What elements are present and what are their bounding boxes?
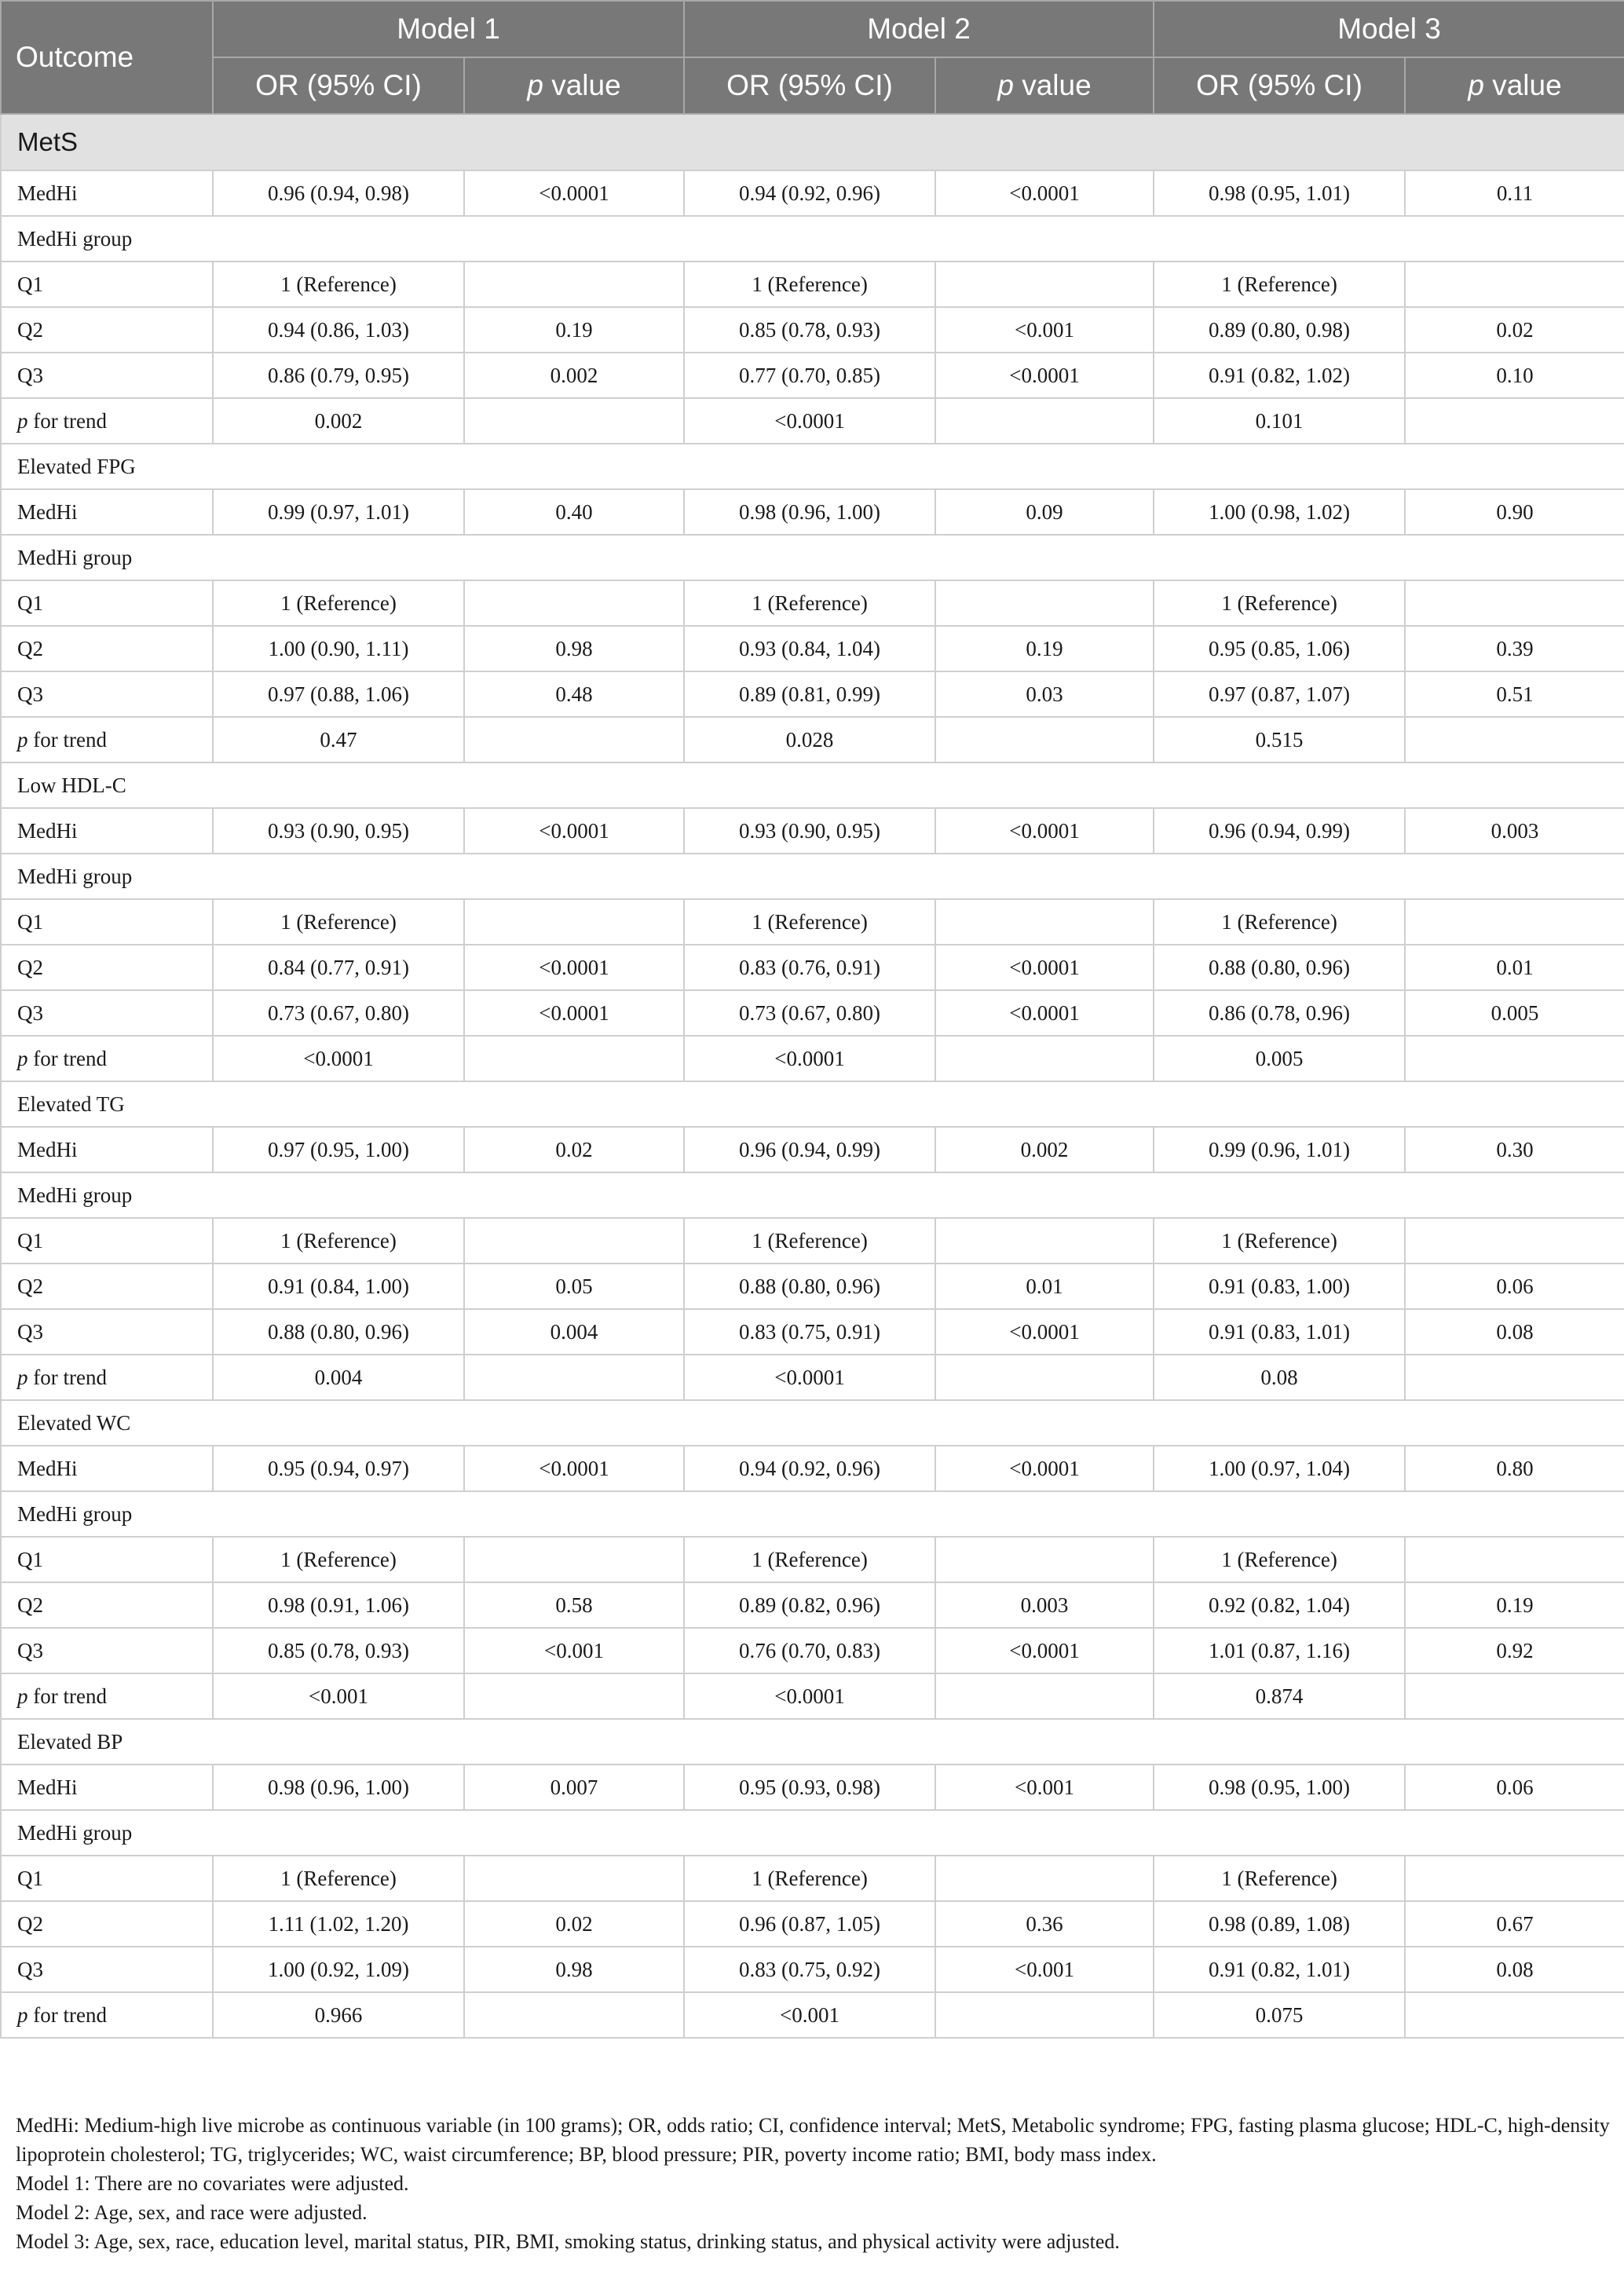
table-row [1,1537,1624,1582]
model-2-p-cell [935,1537,1154,1582]
model-3-p-cell: 0.51 [1405,671,1624,717]
model-2-p-cell [935,717,1154,762]
table-row [1,990,1624,1036]
or-ci-header: OR (95% CI) [684,57,935,114]
model-3-p-cell [1405,717,1624,762]
model-1-p-cell [464,1355,684,1400]
model-1-p-cell [464,1673,684,1719]
table-row [1,1582,1624,1628]
model-1-p-cell [464,1537,684,1582]
row-label: p for trend [1,1036,213,1081]
model-2-or-cell: 0.83 (0.76, 0.91) [684,945,935,990]
model-3-p-cell: 0.80 [1405,1446,1624,1491]
model-2-or-cell: <0.0001 [684,1673,935,1719]
row-label: MedHi [1,489,213,535]
model-3-or-cell: 0.86 (0.78, 0.96) [1154,990,1405,1036]
model-1-p-cell: 0.19 [464,307,684,353]
model-2-p-cell: <0.0001 [935,170,1154,216]
model-3-or-cell: 0.92 (0.82, 1.04) [1154,1582,1405,1628]
p-value-header: p value [1405,57,1624,114]
model-3-or-cell: 0.515 [1154,717,1405,762]
model-3-or-cell: 0.874 [1154,1673,1405,1719]
model-2-or-cell: 0.83 (0.75, 0.92) [684,1947,935,1992]
model-3-or-cell: 0.99 (0.96, 1.01) [1154,1127,1405,1172]
table-row [1,353,1624,398]
model-1-or-cell: 0.85 (0.78, 0.93) [213,1628,464,1673]
trend-row [1,1036,1624,1081]
model-3-or-cell: 0.97 (0.87, 1.07) [1154,671,1405,717]
model-1-p-cell: 0.58 [464,1582,684,1628]
model-1-p-cell [464,1992,684,2038]
model-3-or-cell: 1 (Reference) [1154,1856,1405,1901]
row-label: p for trend [1,1355,213,1400]
model-1-or-cell: 0.93 (0.90, 0.95) [213,808,464,854]
model-3-or-cell: 0.89 (0.80, 0.98) [1154,307,1405,353]
row-label: Q3 [1,1309,213,1355]
table-row [1,261,1624,307]
model-3-p-cell [1405,1036,1624,1081]
group-row [1,444,1624,489]
model-2-p-cell: <0.0001 [935,808,1154,854]
model-1-or-cell: 0.99 (0.97, 1.01) [213,489,464,535]
model-1-or-cell: 1.00 (0.92, 1.09) [213,1947,464,1992]
group-label: MedHi group [1,1172,1624,1218]
model-1-p-cell: 0.02 [464,1127,684,1172]
model-3-or-cell: 1 (Reference) [1154,261,1405,307]
table-header [1,1,1624,114]
model-1-or-cell: <0.0001 [213,1036,464,1081]
row-label: Q2 [1,1582,213,1628]
table-row [1,580,1624,626]
model-1-or-cell: 0.84 (0.77, 0.91) [213,945,464,990]
model-2-p-cell [935,1673,1154,1719]
model-2-p-cell: <0.001 [935,1765,1154,1810]
model-3-p-cell [1405,580,1624,626]
model-2-or-cell: 0.83 (0.75, 0.91) [684,1309,935,1355]
model-1-or-cell: 0.966 [213,1992,464,2038]
model-1-p-cell [464,717,684,762]
model-1-or-cell: 1 (Reference) [213,261,464,307]
trend-row [1,1355,1624,1400]
model-1-p-cell: 0.05 [464,1263,684,1309]
row-label: Q3 [1,1947,213,1992]
p-value-header: p value [935,57,1154,114]
group-label: MedHi group [1,216,1624,261]
model-3-p-cell: 0.11 [1405,170,1624,216]
trend-row [1,1673,1624,1719]
table-row [1,1856,1624,1901]
row-label: Q3 [1,1628,213,1673]
model-2-p-cell [935,1036,1154,1081]
model-1-p-cell: <0.0001 [464,808,684,854]
model-1-p-cell: <0.0001 [464,170,684,216]
model-2-or-cell: 0.89 (0.82, 0.96) [684,1582,935,1628]
model-2-or-cell: 1 (Reference) [684,1218,935,1263]
row-label: MedHi [1,808,213,854]
table-row [1,671,1624,717]
model-3-or-cell: 0.96 (0.94, 0.99) [1154,808,1405,854]
footnote-abbreviations: MedHi: Medium-high live microbe as continuous variable (in 100 grams); OR, odds ratio; CI, confidence interval; MetS, Metabolic syndrome; FPG, fasting plasma glucose; HDL-C, high-density lipoprotein cholesterol; TG, triglycerides; WC, waist circumference; BP, blood pressure; PIR, poverty income ratio; BMI, body mass index. [16,2114,1610,2166]
model-3-or-cell: 1.00 (0.97, 1.04) [1154,1446,1405,1491]
row-label: MedHi [1,1127,213,1172]
model-3-p-cell: 0.06 [1405,1765,1624,1810]
model-3-or-cell: 1 (Reference) [1154,1218,1405,1263]
model-2-p-cell: 0.03 [935,671,1154,717]
model-3-p-cell: 0.01 [1405,945,1624,990]
table-row [1,489,1624,535]
model-2-p-cell: <0.0001 [935,945,1154,990]
model-2-p-cell: <0.0001 [935,990,1154,1036]
model-3-p-cell [1405,1673,1624,1719]
model-3-p-cell: 0.08 [1405,1309,1624,1355]
model-2-or-cell: 1 (Reference) [684,1856,935,1901]
table-row [1,626,1624,671]
model-1-or-cell: 0.97 (0.88, 1.06) [213,671,464,717]
group-row [1,1719,1624,1765]
model-3-or-cell: 0.95 (0.85, 1.06) [1154,626,1405,671]
model-1-or-cell: 0.94 (0.86, 1.03) [213,307,464,353]
table-row [1,808,1624,854]
row-label: Q3 [1,990,213,1036]
row-label: Q2 [1,1901,213,1947]
model-2-or-cell: 0.85 (0.78, 0.93) [684,307,935,353]
table-row [1,1628,1624,1673]
model-1-or-cell: 1 (Reference) [213,1218,464,1263]
p-value-header: p value [464,57,684,114]
row-label: Q1 [1,1537,213,1582]
model-3-or-cell: 1 (Reference) [1154,1537,1405,1582]
model-3-p-cell [1405,1992,1624,2038]
group-row [1,1081,1624,1127]
model-1-p-cell: 0.002 [464,353,684,398]
model-2-or-cell: <0.0001 [684,1036,935,1081]
model-3-or-cell: 0.98 (0.89, 1.08) [1154,1901,1405,1947]
table-footnotes [16,2111,1610,2256]
row-label: Q1 [1,261,213,307]
footnote-model-2: Model 2: Age, sex, and race were adjusted. [16,2201,368,2224]
model-3-or-cell: 1 (Reference) [1154,580,1405,626]
model-3-header: Model 3 [1154,1,1624,57]
table-row [1,945,1624,990]
model-2-or-cell: 0.76 (0.70, 0.83) [684,1628,935,1673]
or-ci-header: OR (95% CI) [213,57,464,114]
group-label: MedHi group [1,535,1624,580]
model-2-or-cell: 0.88 (0.80, 0.96) [684,1263,935,1309]
table-row [1,1901,1624,1947]
model-1-p-cell: <0.0001 [464,990,684,1036]
model-3-p-cell [1405,899,1624,945]
model-3-or-cell: 1 (Reference) [1154,899,1405,945]
table-row [1,1218,1624,1263]
group-row [1,216,1624,261]
model-3-or-cell: 0.005 [1154,1036,1405,1081]
model-1-or-cell: 0.98 (0.96, 1.00) [213,1765,464,1810]
model-3-p-cell: 0.67 [1405,1901,1624,1947]
model-3-or-cell: 0.08 [1154,1355,1405,1400]
table-row [1,1309,1624,1355]
model-3-p-cell [1405,398,1624,444]
model-1-p-cell [464,580,684,626]
model-2-or-cell: 0.96 (0.87, 1.05) [684,1901,935,1947]
model-1-or-cell: 1.00 (0.90, 1.11) [213,626,464,671]
model-3-p-cell: 0.10 [1405,353,1624,398]
model-1-or-cell: 0.97 (0.95, 1.00) [213,1127,464,1172]
model-1-p-cell: 0.98 [464,626,684,671]
model-1-p-cell: <0.001 [464,1628,684,1673]
footnote-model-1: Model 1: There are no covariates were adjusted. [16,2172,409,2195]
model-2-p-cell [935,1856,1154,1901]
row-label: Q1 [1,1856,213,1901]
model-2-p-cell: 0.19 [935,626,1154,671]
group-label: Elevated FPG [1,444,1624,489]
row-label: MedHi [1,1446,213,1491]
model-1-or-cell: 0.95 (0.94, 0.97) [213,1446,464,1491]
group-label: MedHi group [1,1491,1624,1537]
model-1-p-cell: <0.0001 [464,1446,684,1491]
model-1-or-cell: 0.004 [213,1355,464,1400]
group-row [1,1810,1624,1856]
row-label: Q2 [1,1263,213,1309]
model-3-p-cell [1405,1218,1624,1263]
model-1-p-cell: 0.004 [464,1309,684,1355]
model-1-p-cell: <0.0001 [464,945,684,990]
model-2-p-cell [935,1218,1154,1263]
model-3-p-cell: 0.02 [1405,307,1624,353]
model-2-p-cell: 0.003 [935,1582,1154,1628]
model-1-p-cell [464,398,684,444]
model-3-or-cell: 0.88 (0.80, 0.96) [1154,945,1405,990]
group-row [1,1172,1624,1218]
model-2-or-cell: 1 (Reference) [684,261,935,307]
model-1-p-cell: 0.98 [464,1947,684,1992]
model-1-p-cell [464,1856,684,1901]
row-label: Q1 [1,1218,213,1263]
row-label: Q2 [1,307,213,353]
model-1-or-cell: 1 (Reference) [213,1537,464,1582]
model-1-or-cell: 0.88 (0.80, 0.96) [213,1309,464,1355]
model-2-or-cell: 0.89 (0.81, 0.99) [684,671,935,717]
model-1-p-cell [464,899,684,945]
row-label: p for trend [1,1992,213,2038]
model-1-or-cell: 1.11 (1.02, 1.20) [213,1901,464,1947]
row-label: MedHi [1,1765,213,1810]
model-3-or-cell: 0.075 [1154,1992,1405,2038]
trend-row [1,1992,1624,2038]
table-row [1,1263,1624,1309]
model-2-or-cell: 0.93 (0.84, 1.04) [684,626,935,671]
model-2-p-cell: <0.001 [935,1947,1154,1992]
model-1-or-cell: 0.98 (0.91, 1.06) [213,1582,464,1628]
model-3-p-cell [1405,1355,1624,1400]
model-2-or-cell: 0.028 [684,717,935,762]
model-2-or-cell: <0.001 [684,1992,935,2038]
model-2-or-cell: <0.0001 [684,1355,935,1400]
row-label: p for trend [1,398,213,444]
model-1-or-cell: 0.86 (0.79, 0.95) [213,353,464,398]
model-1-or-cell: 0.91 (0.84, 1.00) [213,1263,464,1309]
model-1-p-cell: 0.48 [464,671,684,717]
model-3-p-cell: 0.005 [1405,990,1624,1036]
row-label: p for trend [1,717,213,762]
outcome-header: Outcome [1,1,213,114]
model-2-or-cell: 0.95 (0.93, 0.98) [684,1765,935,1810]
model-2-or-cell: 0.94 (0.92, 0.96) [684,1446,935,1491]
model-1-header: Model 1 [213,1,684,57]
group-label: MedHi group [1,1810,1624,1856]
trend-row [1,717,1624,762]
model-3-p-cell: 0.30 [1405,1127,1624,1172]
model-3-or-cell: 0.98 (0.95, 1.01) [1154,170,1405,216]
model-1-or-cell: <0.001 [213,1673,464,1719]
model-2-or-cell: 0.96 (0.94, 0.99) [684,1127,935,1172]
table-row [1,1765,1624,1810]
row-label: Q2 [1,626,213,671]
row-label: Q2 [1,945,213,990]
model-2-or-cell: 0.93 (0.90, 0.95) [684,808,935,854]
table-row [1,307,1624,353]
row-label: p for trend [1,1673,213,1719]
model-3-p-cell [1405,1856,1624,1901]
model-2-p-cell: <0.0001 [935,1628,1154,1673]
group-row [1,1400,1624,1446]
group-label: Elevated TG [1,1081,1624,1127]
trend-row [1,398,1624,444]
model-1-p-cell [464,1218,684,1263]
model-2-or-cell: 1 (Reference) [684,899,935,945]
model-3-p-cell: 0.06 [1405,1263,1624,1309]
group-label: Elevated WC [1,1400,1624,1446]
model-3-or-cell: 1.00 (0.98, 1.02) [1154,489,1405,535]
group-row [1,762,1624,808]
group-row [1,535,1624,580]
model-3-p-cell [1405,261,1624,307]
footnote-model-3: Model 3: Age, sex, race, education level, marital status, PIR, BMI, smoking status, drinking status, and physical activity were adjusted. [16,2230,1120,2253]
row-label: Q3 [1,353,213,398]
model-1-or-cell: 1 (Reference) [213,1856,464,1901]
row-label: MedHi [1,170,213,216]
model-2-p-cell: 0.09 [935,489,1154,535]
model-2-p-cell [935,398,1154,444]
group-label: Elevated BP [1,1719,1624,1765]
section-row [1,114,1624,170]
model-1-p-cell: 0.02 [464,1901,684,1947]
model-3-p-cell [1405,1537,1624,1582]
model-1-or-cell: 0.73 (0.67, 0.80) [213,990,464,1036]
group-label: MedHi group [1,854,1624,899]
model-1-p-cell [464,261,684,307]
model-2-p-cell [935,899,1154,945]
model-3-or-cell: 0.101 [1154,398,1405,444]
row-label: Q1 [1,580,213,626]
model-2-p-cell: <0.0001 [935,353,1154,398]
section-label: MetS [1,114,1624,170]
table-body [1,114,1624,2038]
model-2-or-cell: <0.0001 [684,398,935,444]
table-row [1,1446,1624,1491]
model-3-p-cell: 0.19 [1405,1582,1624,1628]
model-1-p-cell [464,1036,684,1081]
model-1-p-cell: 0.007 [464,1765,684,1810]
model-2-or-cell: 0.94 (0.92, 0.96) [684,170,935,216]
model-3-or-cell: 0.91 (0.83, 1.00) [1154,1263,1405,1309]
group-row [1,854,1624,899]
row-label: Q3 [1,671,213,717]
model-2-p-cell [935,261,1154,307]
model-1-or-cell: 1 (Reference) [213,580,464,626]
model-2-or-cell: 1 (Reference) [684,1537,935,1582]
model-2-or-cell: 1 (Reference) [684,580,935,626]
table-row [1,899,1624,945]
model-2-p-cell: <0.001 [935,307,1154,353]
model-2-or-cell: 0.73 (0.67, 0.80) [684,990,935,1036]
model-3-p-cell: 0.92 [1405,1628,1624,1673]
model-3-p-cell: 0.90 [1405,489,1624,535]
model-1-or-cell: 0.96 (0.94, 0.98) [213,170,464,216]
group-row [1,1491,1624,1537]
model-3-or-cell: 0.91 (0.83, 1.01) [1154,1309,1405,1355]
model-3-or-cell: 0.91 (0.82, 1.01) [1154,1947,1405,1992]
model-3-p-cell: 0.08 [1405,1947,1624,1992]
model-3-or-cell: 0.91 (0.82, 1.02) [1154,353,1405,398]
model-1-or-cell: 0.47 [213,717,464,762]
model-2-p-cell [935,580,1154,626]
table-row [1,1127,1624,1172]
model-1-p-cell: 0.40 [464,489,684,535]
model-2-p-cell [935,1355,1154,1400]
group-label: Low HDL-C [1,762,1624,808]
table-row [1,170,1624,216]
model-2-header: Model 2 [684,1,1154,57]
model-2-p-cell: 0.01 [935,1263,1154,1309]
model-3-or-cell: 0.98 (0.95, 1.00) [1154,1765,1405,1810]
model-2-p-cell: <0.0001 [935,1309,1154,1355]
model-2-or-cell: 0.98 (0.96, 1.00) [684,489,935,535]
model-3-p-cell: 0.39 [1405,626,1624,671]
model-3-p-cell: 0.003 [1405,808,1624,854]
model-3-or-cell: 1.01 (0.87, 1.16) [1154,1628,1405,1673]
row-label: Q1 [1,899,213,945]
model-2-p-cell: <0.0001 [935,1446,1154,1491]
table-row [1,1947,1624,1992]
model-1-or-cell: 1 (Reference) [213,899,464,945]
model-1-or-cell: 0.002 [213,398,464,444]
model-2-p-cell: 0.36 [935,1901,1154,1947]
or-ci-header: OR (95% CI) [1154,57,1405,114]
model-2-p-cell: 0.002 [935,1127,1154,1172]
model-2-p-cell [935,1992,1154,2038]
model-2-or-cell: 0.77 (0.70, 0.85) [684,353,935,398]
